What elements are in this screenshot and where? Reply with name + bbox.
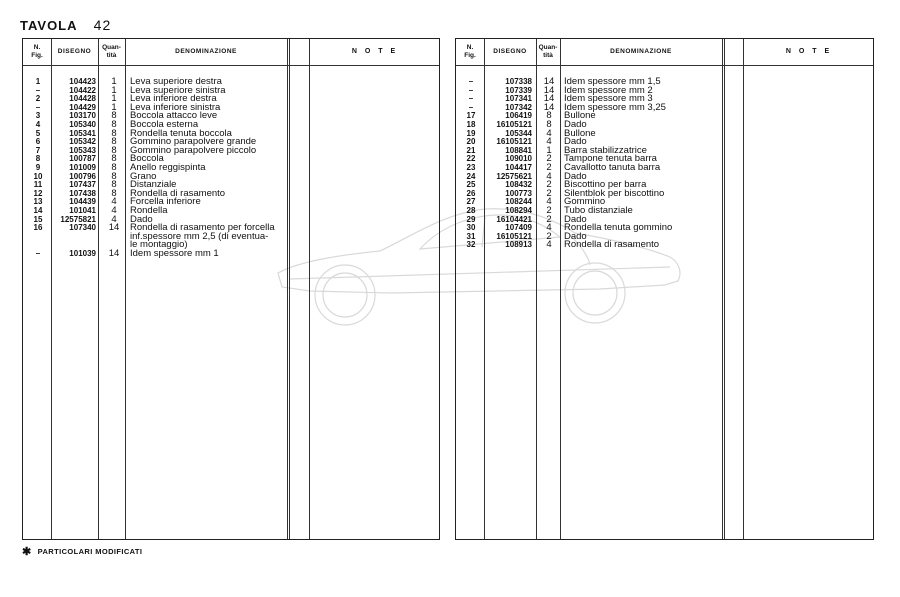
- table-row: [456, 206, 873, 215]
- cell-den: Rondella tenuta boccola: [130, 127, 232, 139]
- cell-dis: 16105121: [496, 137, 532, 147]
- cell-qty: 14: [543, 101, 555, 113]
- cell-den: Bullone: [564, 127, 596, 139]
- cell-dis: 105344: [505, 128, 532, 138]
- cell-den: Leva inferiore destra: [130, 93, 217, 105]
- cell-fig: 12: [33, 188, 43, 198]
- cell-fig: 17: [466, 111, 476, 121]
- table-row: [456, 172, 873, 181]
- cell-dis: 104439: [69, 197, 96, 207]
- cell-fig: –: [35, 248, 41, 258]
- cell-den: Cavallotto tanuta barra: [564, 161, 661, 173]
- cell-den: Grano: [130, 170, 157, 182]
- cell-dis: 107341: [505, 94, 532, 104]
- table-row: [23, 172, 439, 181]
- table-row: [23, 154, 439, 163]
- cell-dis: 101009: [69, 162, 96, 172]
- cell-den: Idem spessore mm 1: [130, 247, 219, 259]
- cell-qty: 2: [546, 230, 552, 242]
- table-row: [23, 232, 439, 241]
- cell-qty: 8: [111, 127, 117, 139]
- table-row: [456, 240, 873, 249]
- cell-dis: 104428: [69, 94, 96, 104]
- cell-dis: 107340: [69, 223, 96, 233]
- right-rows: [456, 77, 873, 249]
- cell-dis: 100787: [69, 154, 96, 164]
- table-row: [23, 77, 439, 86]
- cell-den: Dado: [564, 170, 587, 182]
- cell-dis: 107338: [505, 77, 532, 86]
- header-fig: N. Fig.: [464, 44, 476, 59]
- header-denominazione: DENOMINAZIONE: [610, 48, 672, 55]
- cell-qty: 14: [543, 84, 555, 96]
- table-row: [456, 86, 873, 95]
- cell-fig: 15: [33, 214, 43, 224]
- cell-den: Dado: [564, 230, 587, 242]
- cell-fig: 2: [35, 94, 41, 104]
- cell-dis: 101039: [69, 248, 96, 258]
- cell-qty: 8: [111, 153, 117, 165]
- cell-den: Distanziale: [130, 179, 177, 191]
- table-row: [456, 146, 873, 155]
- cell-qty: 8: [111, 179, 117, 191]
- cell-qty: 14: [108, 222, 120, 234]
- cell-qty: 4: [546, 239, 552, 251]
- cell-den: inf.spessore mm 2,5 (di eventua-: [130, 230, 269, 242]
- cell-qty: 14: [543, 93, 555, 105]
- cell-qty: 2: [546, 153, 552, 165]
- table-row: [456, 137, 873, 146]
- cell-fig: –: [35, 85, 41, 95]
- cell-fig: 11: [33, 180, 43, 190]
- cell-dis: 103170: [69, 111, 96, 121]
- cell-dis: 12575621: [496, 171, 532, 181]
- cell-den: Forcella inferiore: [130, 196, 201, 208]
- cell-fig: 19: [466, 128, 476, 138]
- cell-dis: 104422: [69, 85, 96, 95]
- cell-dis: 107339: [505, 85, 532, 95]
- cell-dis: 100773: [505, 188, 532, 198]
- cell-qty: 4: [546, 222, 552, 234]
- cell-fig: 6: [35, 137, 41, 147]
- cell-den: Idem spessore mm 1,5: [564, 76, 661, 87]
- cell-fig: 13: [33, 197, 43, 207]
- cell-fig: 4: [35, 119, 41, 129]
- page-title: [20, 17, 111, 33]
- cell-dis: 16104421: [496, 214, 532, 224]
- cell-qty: 14: [543, 76, 555, 87]
- table-row: [456, 77, 873, 86]
- header-disegno: DISEGNO: [57, 48, 92, 55]
- cell-den: Anello reggispinta: [130, 161, 206, 173]
- cell-fig: –: [468, 94, 474, 104]
- cell-dis: 107342: [505, 102, 532, 112]
- page-title-label: TAVOLA: [20, 18, 78, 33]
- cell-qty: 8: [111, 144, 117, 156]
- cell-fig: –: [468, 77, 474, 86]
- cell-qty: 4: [546, 136, 552, 148]
- cell-den: Idem spessore mm 3,25: [564, 101, 666, 113]
- header-disegno: DISEGNO: [493, 48, 527, 55]
- cell-qty: 8: [111, 110, 117, 122]
- table-row: [456, 197, 873, 206]
- table-row: [456, 154, 873, 163]
- cell-dis: 12575821: [60, 214, 96, 224]
- cell-fig: 3: [35, 111, 41, 121]
- cell-fig: 25: [466, 180, 476, 190]
- cell-fig: 21: [466, 145, 476, 155]
- table-row: [23, 206, 439, 215]
- cell-qty: 4: [546, 127, 552, 139]
- cell-dis: 108244: [505, 197, 532, 207]
- cell-den: Gommino parapolvere grande: [130, 136, 257, 148]
- cell-den: Tubo distanziale: [564, 204, 633, 216]
- cell-dis: 104417: [505, 162, 532, 172]
- cell-den: Rondella di rasamento per forcella: [130, 222, 275, 234]
- cell-fig: –: [468, 85, 474, 95]
- header-note: N O T E: [351, 48, 399, 55]
- cell-den: Bullone: [564, 110, 596, 122]
- table-row: [23, 103, 439, 112]
- cell-fig: 7: [35, 145, 41, 155]
- table-row: [23, 240, 439, 249]
- table-row: [23, 249, 439, 258]
- cell-den: Leva inferiore sinistra: [130, 101, 221, 113]
- table-row: [456, 111, 873, 120]
- cell-dis: 107409: [505, 223, 532, 233]
- parts-table-left: [22, 38, 440, 540]
- cell-den: Gommino parapolvere piccolo: [130, 144, 257, 156]
- cell-den: Tampone tenuta barra: [564, 153, 657, 165]
- cell-qty: 2: [546, 213, 552, 225]
- cell-fig: –: [35, 102, 41, 112]
- footnote: [22, 545, 142, 558]
- cell-qty: 1: [111, 84, 117, 96]
- cell-den: Boccola: [130, 153, 164, 165]
- cell-qty: 2: [546, 161, 552, 173]
- cell-den: Dado: [564, 136, 587, 148]
- asterisk-icon: ✱: [22, 546, 32, 558]
- cell-fig: 23: [466, 162, 476, 172]
- cell-qty: 8: [546, 118, 552, 130]
- cell-dis: 108432: [505, 180, 532, 190]
- cell-fig: 5: [35, 128, 41, 138]
- cell-fig: 27: [466, 197, 476, 207]
- cell-qty: 8: [111, 136, 117, 148]
- cell-fig: 8: [35, 154, 41, 164]
- header-quantita: Quan- tità: [102, 44, 121, 59]
- header-note: N O T E: [785, 48, 833, 55]
- cell-fig: 28: [466, 205, 476, 215]
- cell-dis: 108294: [505, 205, 532, 215]
- cell-fig: 9: [35, 162, 41, 172]
- table-row: [456, 223, 873, 232]
- cell-fig: 32: [466, 240, 476, 250]
- cell-dis: 16105121: [496, 231, 532, 241]
- header-quantita: Quan- tità: [538, 44, 558, 59]
- header-denominazione: DENOMINAZIONE: [175, 48, 237, 55]
- cell-den: Dado: [564, 213, 587, 225]
- cell-qty: 8: [111, 187, 117, 199]
- cell-dis: 101041: [69, 205, 96, 215]
- table-row: [23, 197, 439, 206]
- cell-den: Boccola esterna: [130, 118, 199, 130]
- cell-dis: 105343: [69, 145, 96, 155]
- cell-dis: 106419: [505, 111, 532, 121]
- cell-fig: 22: [466, 154, 476, 164]
- cell-fig: 10: [33, 171, 43, 181]
- table-row: [456, 120, 873, 129]
- cell-dis: 107438: [69, 188, 96, 198]
- cell-fig: 31: [466, 231, 476, 241]
- cell-fig: 16: [33, 223, 43, 233]
- cell-den: Dado: [564, 118, 587, 130]
- parts-table-right: [455, 38, 874, 540]
- cell-qty: 8: [111, 118, 117, 130]
- table-row: [23, 189, 439, 198]
- header-fig: N. Fig.: [31, 44, 43, 59]
- cell-dis: 105342: [69, 137, 96, 147]
- cell-qty: 8: [111, 161, 117, 173]
- cell-qty: 4: [111, 204, 117, 216]
- cell-den: Dado: [130, 213, 153, 225]
- cell-den: Rondella di rasamento: [564, 239, 660, 251]
- table-row: [23, 163, 439, 172]
- cell-qty: 2: [546, 187, 552, 199]
- cell-qty: 14: [108, 247, 120, 259]
- cell-qty: 4: [546, 170, 552, 182]
- cell-fig: 18: [466, 119, 476, 129]
- cell-dis: 105340: [69, 119, 96, 129]
- cell-fig: 14: [33, 205, 43, 215]
- table-row: [23, 86, 439, 95]
- cell-dis: 109010: [505, 154, 532, 164]
- cell-fig: –: [468, 102, 474, 112]
- table-row: [456, 180, 873, 189]
- cell-qty: 1: [111, 76, 117, 87]
- cell-den: Silentblok per biscottino: [564, 187, 665, 199]
- cell-fig: 20: [466, 137, 476, 147]
- cell-qty: 1: [546, 144, 552, 156]
- cell-den: Idem spessore mm 2: [564, 84, 653, 96]
- table-row: [456, 189, 873, 198]
- cell-qty: 8: [546, 110, 552, 122]
- table-row: [456, 232, 873, 241]
- table-row: [23, 94, 439, 103]
- page-number: 42: [93, 17, 112, 33]
- cell-fig: 30: [466, 223, 476, 233]
- cell-qty: 8: [111, 170, 117, 182]
- cell-fig: 29: [466, 214, 476, 224]
- cell-dis: 100796: [69, 171, 96, 181]
- cell-den: Idem spessore mm 3: [564, 93, 653, 105]
- cell-den: Biscottino per barra: [564, 179, 647, 191]
- cell-dis: 105341: [69, 128, 96, 138]
- cell-den: le montaggio): [130, 239, 188, 251]
- cell-dis: 108841: [505, 145, 532, 155]
- cell-fig: 1: [35, 77, 41, 86]
- cell-qty: 1: [111, 101, 117, 113]
- table-row: [456, 129, 873, 138]
- cell-dis: 104429: [69, 102, 96, 112]
- cell-den: Leva superiore destra: [130, 76, 222, 87]
- cell-den: Boccola attacco leve: [130, 110, 218, 122]
- cell-qty: 2: [546, 204, 552, 216]
- cell-den: Rondella di rasamento: [130, 187, 226, 199]
- table-row: [23, 180, 439, 189]
- cell-fig: 26: [466, 188, 476, 198]
- cell-den: Barra stabilizzatrice: [564, 144, 647, 156]
- cell-den: Rondella: [130, 204, 168, 216]
- cell-den: Leva superiore sinistra: [130, 84, 226, 96]
- cell-qty: 4: [111, 213, 117, 225]
- cell-fig: 24: [466, 171, 476, 181]
- table-row: [23, 111, 439, 120]
- footnote-text: PARTICOLARI MODIFICATI: [37, 547, 143, 556]
- table-row: [456, 163, 873, 172]
- cell-dis: 108913: [505, 240, 532, 250]
- left-rows: [23, 77, 439, 257]
- cell-den: Rondella tenuta gommino: [564, 222, 673, 234]
- cell-dis: 16105121: [496, 119, 532, 129]
- cell-qty: 4: [546, 196, 552, 208]
- cell-den: Gommino: [564, 196, 606, 208]
- table-row: [23, 146, 439, 155]
- cell-qty: 4: [111, 196, 117, 208]
- cell-dis: 104423: [69, 77, 96, 86]
- cell-qty: 2: [546, 179, 552, 191]
- cell-qty: 1: [111, 93, 117, 105]
- table-row: [456, 103, 873, 112]
- cell-dis: 107437: [69, 180, 96, 190]
